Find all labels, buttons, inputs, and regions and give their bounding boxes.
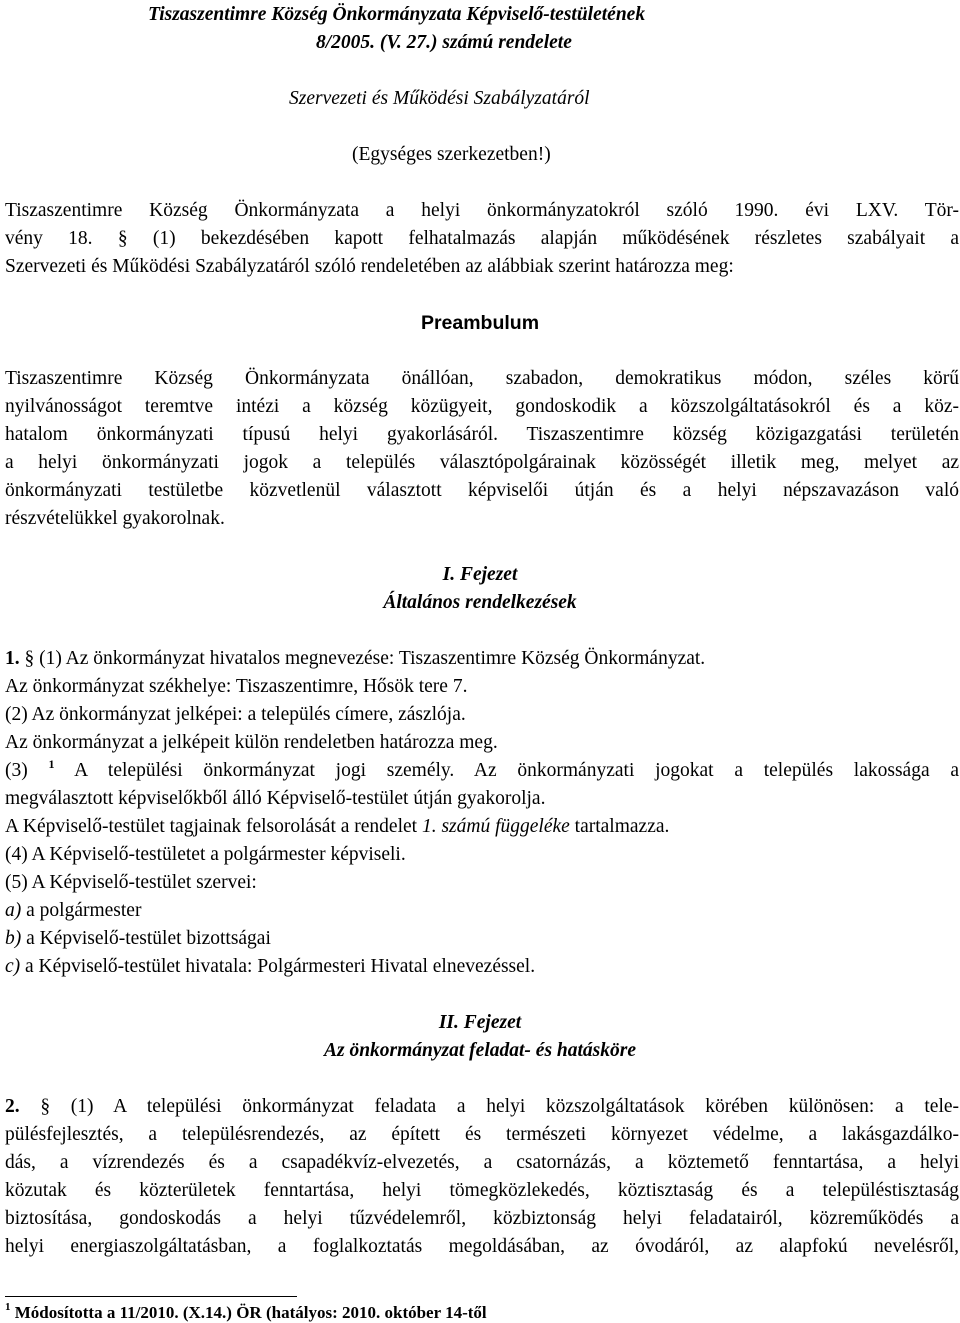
section-2-line: dás, a vízrendezés és a csapadékvíz-elvezetés, a csatornázás, a köztemető fenntartása, a helyi bbox=[5, 1152, 959, 1173]
members-text: A Képviselő-testület tagjainak felsorolását a rendelet bbox=[5, 816, 418, 837]
preamble-line: részvételükkel gyakorolnak. bbox=[5, 508, 225, 529]
section-2-text: (1) A települési önkormányzat feladata a helyi közszolgáltatások körében különösen: a tele- bbox=[70, 1096, 960, 1117]
preamble-line: a helyi önkormányzati jogok a település választópolgárainak közösségét illetik meg, melyet az bbox=[5, 452, 959, 473]
section-1-para-5: (5) A Képviselő-testület szervei: bbox=[5, 872, 257, 893]
title-line-2: 8/2005. (V. 27.) számú rendelete bbox=[316, 32, 572, 53]
list-item-text: a polgármester bbox=[26, 900, 142, 921]
section-2-line: helyi energiaszolgáltatásban, a foglalkoztatás megoldásában, az óvodáról, az alapfokú nevelésről, bbox=[5, 1236, 959, 1257]
section-sign: § bbox=[40, 1096, 51, 1117]
seat-line: Az önkormányzat székhelye: Tiszaszentimre, Hősök tere 7. bbox=[5, 676, 468, 697]
section-2-para-1 bbox=[5, 1093, 959, 1121]
preamble-heading: Preambulum bbox=[420, 312, 540, 334]
para-3-line-2: megválasztott képviselőkből álló Képviselő-testület útján gyakorolja. bbox=[5, 788, 546, 809]
para-3-line-3 bbox=[5, 813, 669, 841]
preamble-line: önkormányzati testületbe közvetlenül választott képviselői útján és a helyi népszavazáson való bbox=[5, 480, 959, 501]
para-number: (3) bbox=[5, 760, 28, 781]
consolidated-note: (Egységes szerkezetben!) bbox=[352, 144, 551, 165]
para-3-text: A települési önkormányzat jogi személy. Az önkormányzati jogokat a település lakossága a bbox=[74, 760, 959, 781]
list-item-text: a Képviselő-testület bizottságai bbox=[26, 928, 271, 949]
chapter-1-number: I. Fejezet bbox=[442, 564, 518, 585]
section-sign: § bbox=[24, 648, 35, 669]
chapter-2-title: Az önkormányzat feladat- és hatásköre bbox=[323, 1040, 637, 1061]
list-item-text: a Képviselő-testület hivatala: Polgármesteri Hivatal elnevezéssel. bbox=[25, 956, 536, 977]
intro-line-2-text: (1) bekezdésében kapott felhatalmazás alapján működésének részletes szabályait a bbox=[152, 228, 960, 249]
preamble-line: Tiszaszentimre Község Önkormányzata önállóan, szabadon, demokratikus módon, széles körű bbox=[5, 368, 959, 389]
section-2-line: közutak és közterületek fenntartása, helyi tömegközlekedés, köztisztaság és a településtisztaság bbox=[5, 1180, 959, 1201]
footnote-divider bbox=[5, 1296, 297, 1297]
list-item bbox=[5, 925, 271, 953]
preamble-line: nyilvánosságot teremtve intézi a község közügyeit, gondoskodik a közszolgáltatásokról és a köz- bbox=[5, 396, 959, 417]
footnote-text: Módosította a 11/2010. (X.14.) ÖR (hatályos: 2010. október 14-től bbox=[14, 1303, 487, 1322]
members-text-end: tartalmazza. bbox=[574, 816, 670, 837]
subtitle: Szervezeti és Működési Szabályzatáról bbox=[289, 88, 590, 109]
list-marker: a) bbox=[5, 900, 22, 921]
symbols-line: Az önkormányzat a jelképeit külön rendeletben határozza meg. bbox=[5, 732, 498, 753]
section-1-para-3 bbox=[5, 757, 959, 785]
list-marker: c) bbox=[5, 956, 21, 977]
appendix-ref: 1. számú függeléke bbox=[421, 816, 570, 837]
list-marker: b) bbox=[5, 928, 22, 949]
chapter-2-number: II. Fejezet bbox=[438, 1012, 522, 1033]
intro-line-2 bbox=[5, 225, 959, 253]
section-1-text: (1) Az önkormányzat hivatalos megnevezése: Tiszaszentimre Község Önkormányzat. bbox=[39, 648, 706, 669]
footnote bbox=[5, 1303, 487, 1323]
footnote-marker: 1 bbox=[5, 1301, 11, 1314]
section-number: 2. bbox=[5, 1096, 20, 1117]
list-item bbox=[5, 953, 535, 981]
preamble-line: hatalom önkormányzati típusú helyi gyakorlásáról. Tiszaszentimre község közigazgatási területén bbox=[5, 424, 959, 445]
chapter-1-title: Általános rendelkezések bbox=[383, 592, 577, 613]
section-number: 1. bbox=[5, 648, 20, 669]
section-sign: § bbox=[117, 228, 128, 249]
section-1-para-4: (4) A Képviselő-testületet a polgármester képviseli. bbox=[5, 844, 406, 865]
footnote-ref[interactable]: 1 bbox=[48, 756, 55, 771]
intro-law: vény 18. bbox=[5, 228, 93, 249]
title-line-1: Tiszaszentimre Község Önkormányzata Képviselő-testületének bbox=[148, 4, 646, 25]
section-1-para-2: (2) Az önkormányzat jelképei: a település címere, zászlója. bbox=[5, 704, 466, 725]
section-2-line: pülésfejlesztés, a településrendezés, az épített és természeti környezet védelme, a lakásgazdálko- bbox=[5, 1124, 959, 1145]
intro-line-1: Tiszaszentimre Község Önkormányzata a helyi önkormányzatokról szóló 1990. évi LXV. Tör- bbox=[5, 200, 959, 221]
intro-line-3: Szervezeti és Működési Szabályzatáról szóló rendeletében az alábbiak szerint határozza meg: bbox=[5, 256, 734, 277]
section-1-para-1 bbox=[5, 645, 705, 673]
list-item bbox=[5, 897, 141, 925]
section-2-line: biztosítása, gondoskodás a helyi tűzvédelemről, közbiztonság helyi feladatairól, közreműködés a bbox=[5, 1208, 959, 1229]
